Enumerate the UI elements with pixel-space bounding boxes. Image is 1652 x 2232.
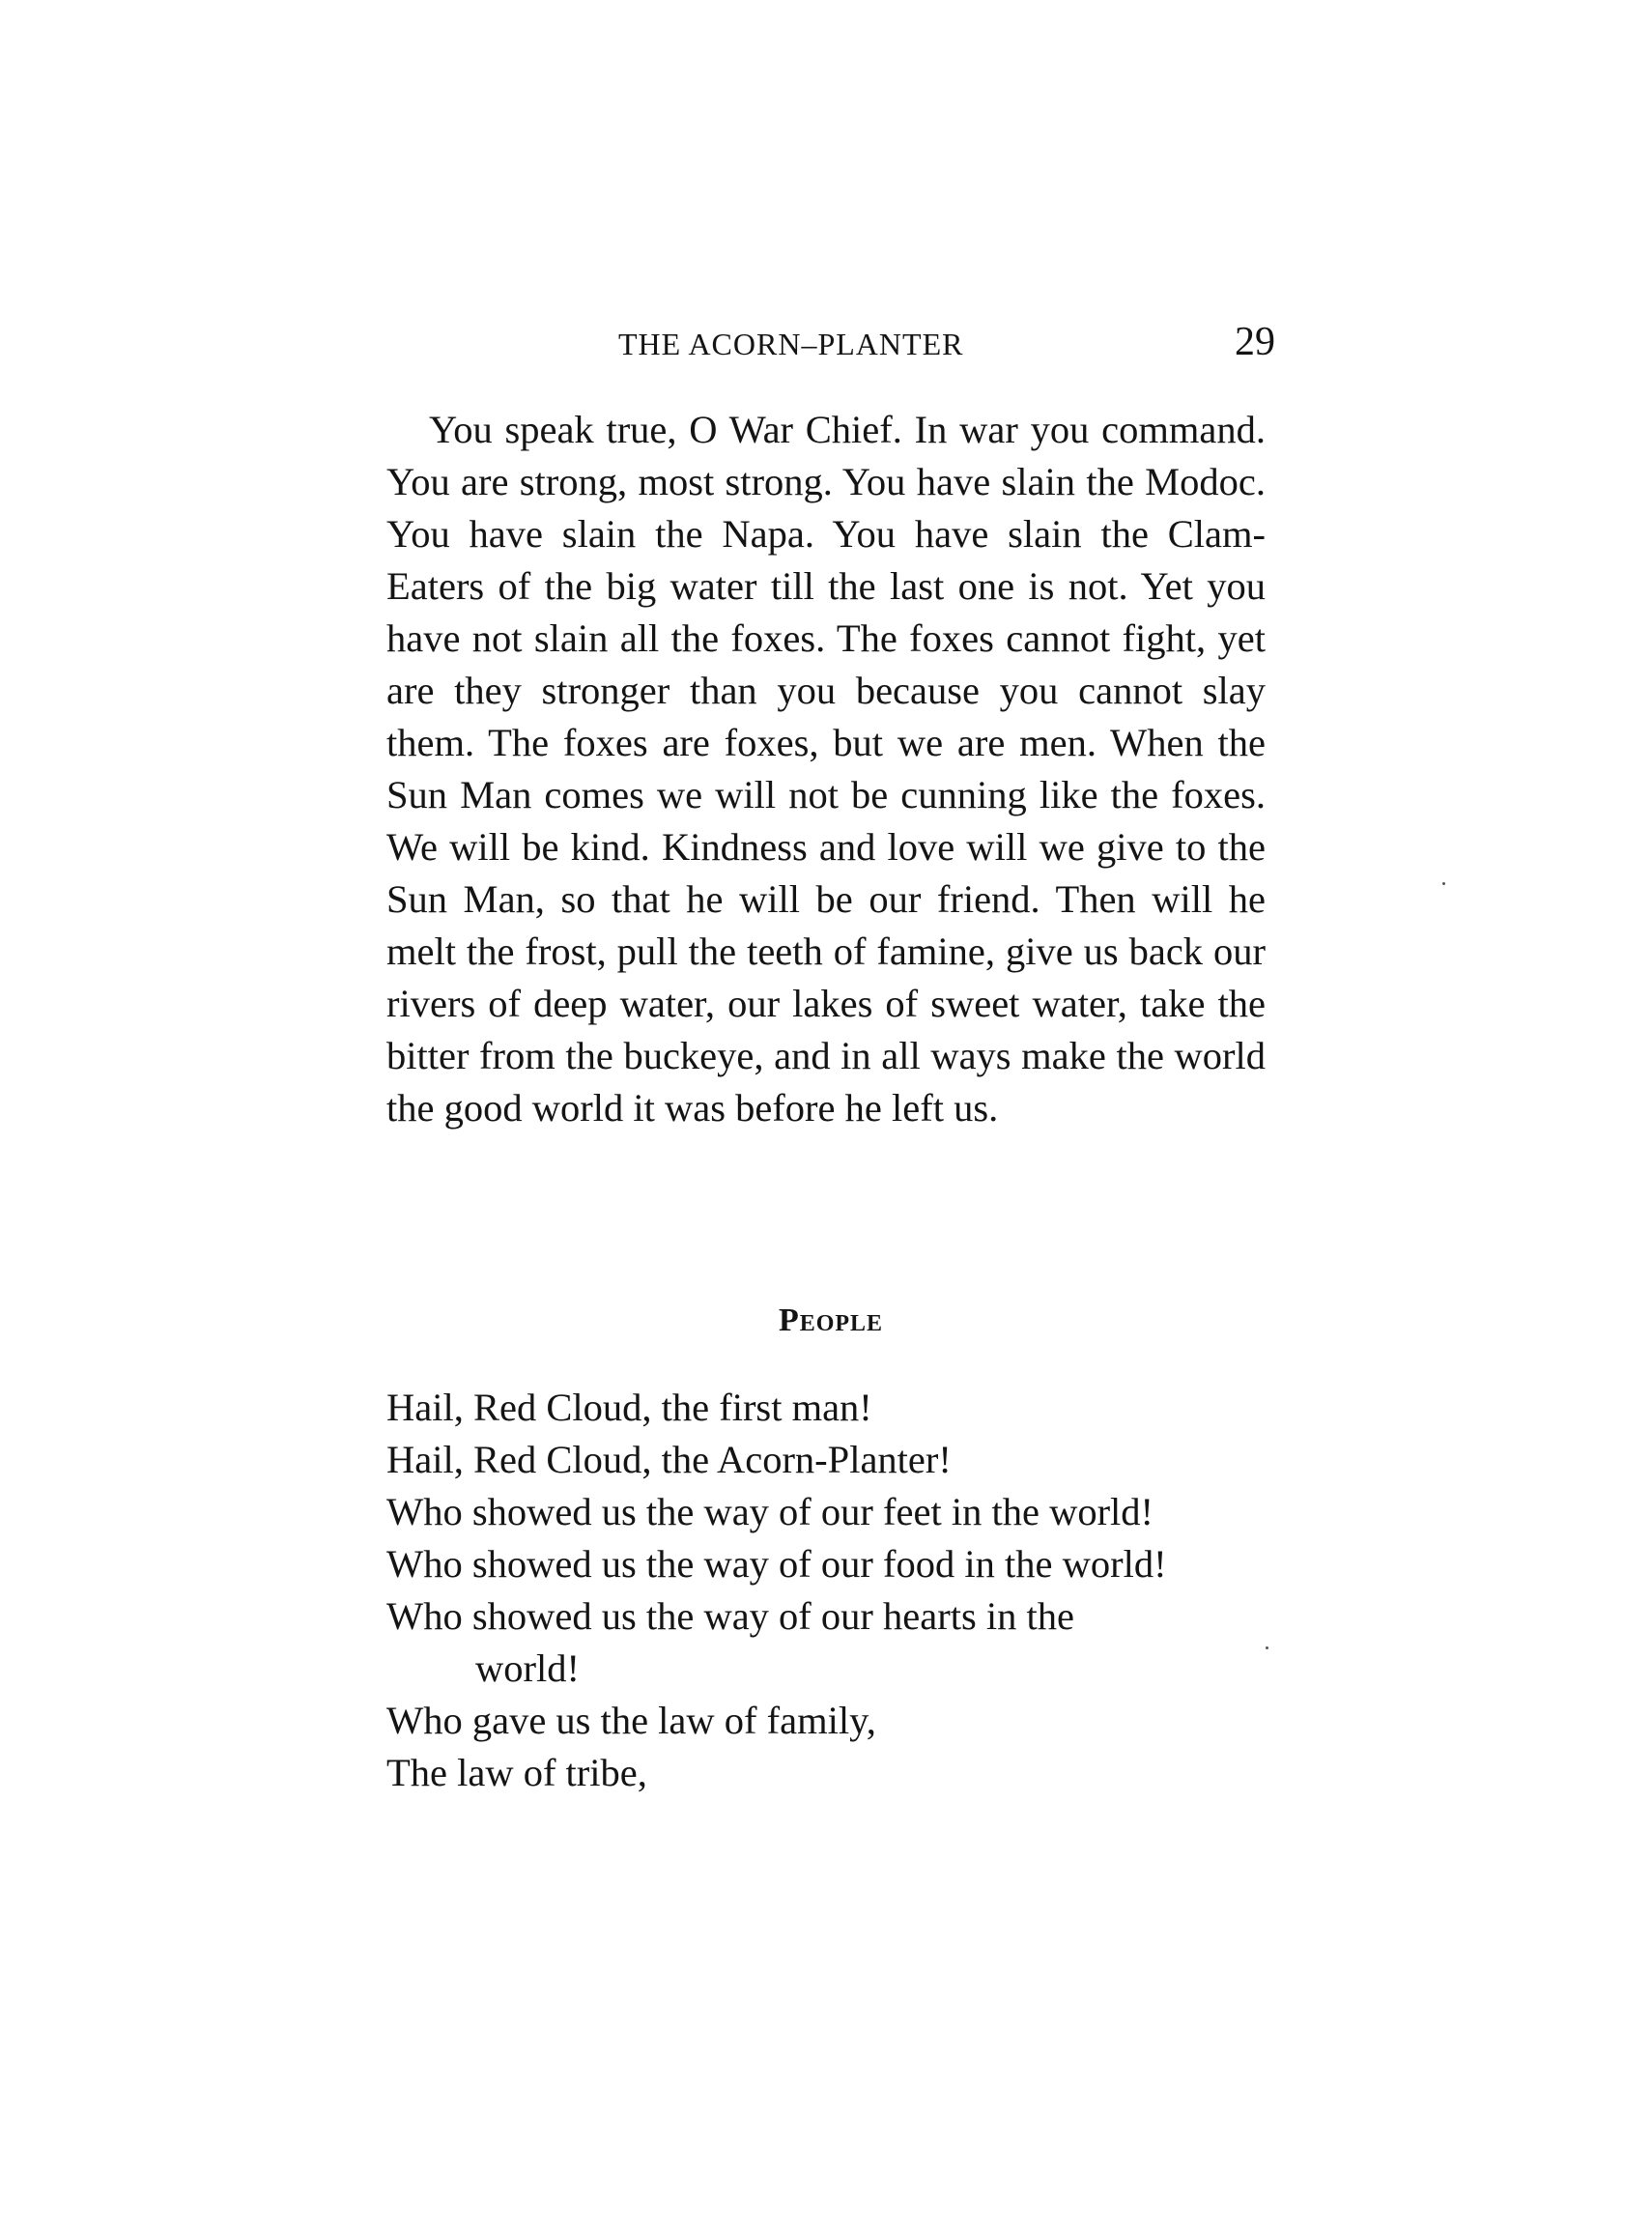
page-number: 29 xyxy=(1235,320,1275,364)
verse-line: Hail, Red Cloud, the Acorn-Planter! xyxy=(386,1438,952,1481)
running-title: THE ACORN–PLANTER xyxy=(618,327,964,361)
scan-speck xyxy=(1442,882,1445,885)
speech-paragraph: You speak true, O War Chief. In war you command. You are strong, most strong. You have slain the Modoc. You have slain the Napa. You have slain the Clam-Eaters of the big water till the last one is not. Yet you have not slain all the foxes. The foxes cannot fight, yet are they stronger than you because you cannot slay them. The foxes are foxes, but we are men. When the Sun Man comes we will not be cunning like the foxes. We will be kind. Kindness and love will we give to the Sun Man, so that he will be our friend. Then will he melt the frost, pull the teeth of famine, give us back our rivers of deep water, our lakes of sweet water, take the bitter from the buckeye, and in all ways make the world the good world it was before he left us. xyxy=(386,408,1266,1130)
speaker-heading: People xyxy=(778,1302,884,1338)
scan-speck xyxy=(1266,1646,1268,1649)
verse-line-turnover: world! xyxy=(475,1646,580,1690)
verse-line: Who gave us the law of family, xyxy=(386,1699,876,1742)
verse-line: Who showed us the way of our hearts in the xyxy=(386,1594,1074,1638)
verse-line: Hail, Red Cloud, the first man! xyxy=(386,1386,872,1429)
verse-line: The law of tribe, xyxy=(386,1751,647,1794)
verse-block xyxy=(386,1382,1275,1799)
verse-line: Who showed us the way of our feet in the world! xyxy=(386,1490,1154,1533)
running-head xyxy=(386,319,1275,377)
verse-line: Who showed us the way of our food in the world! xyxy=(386,1542,1167,1586)
